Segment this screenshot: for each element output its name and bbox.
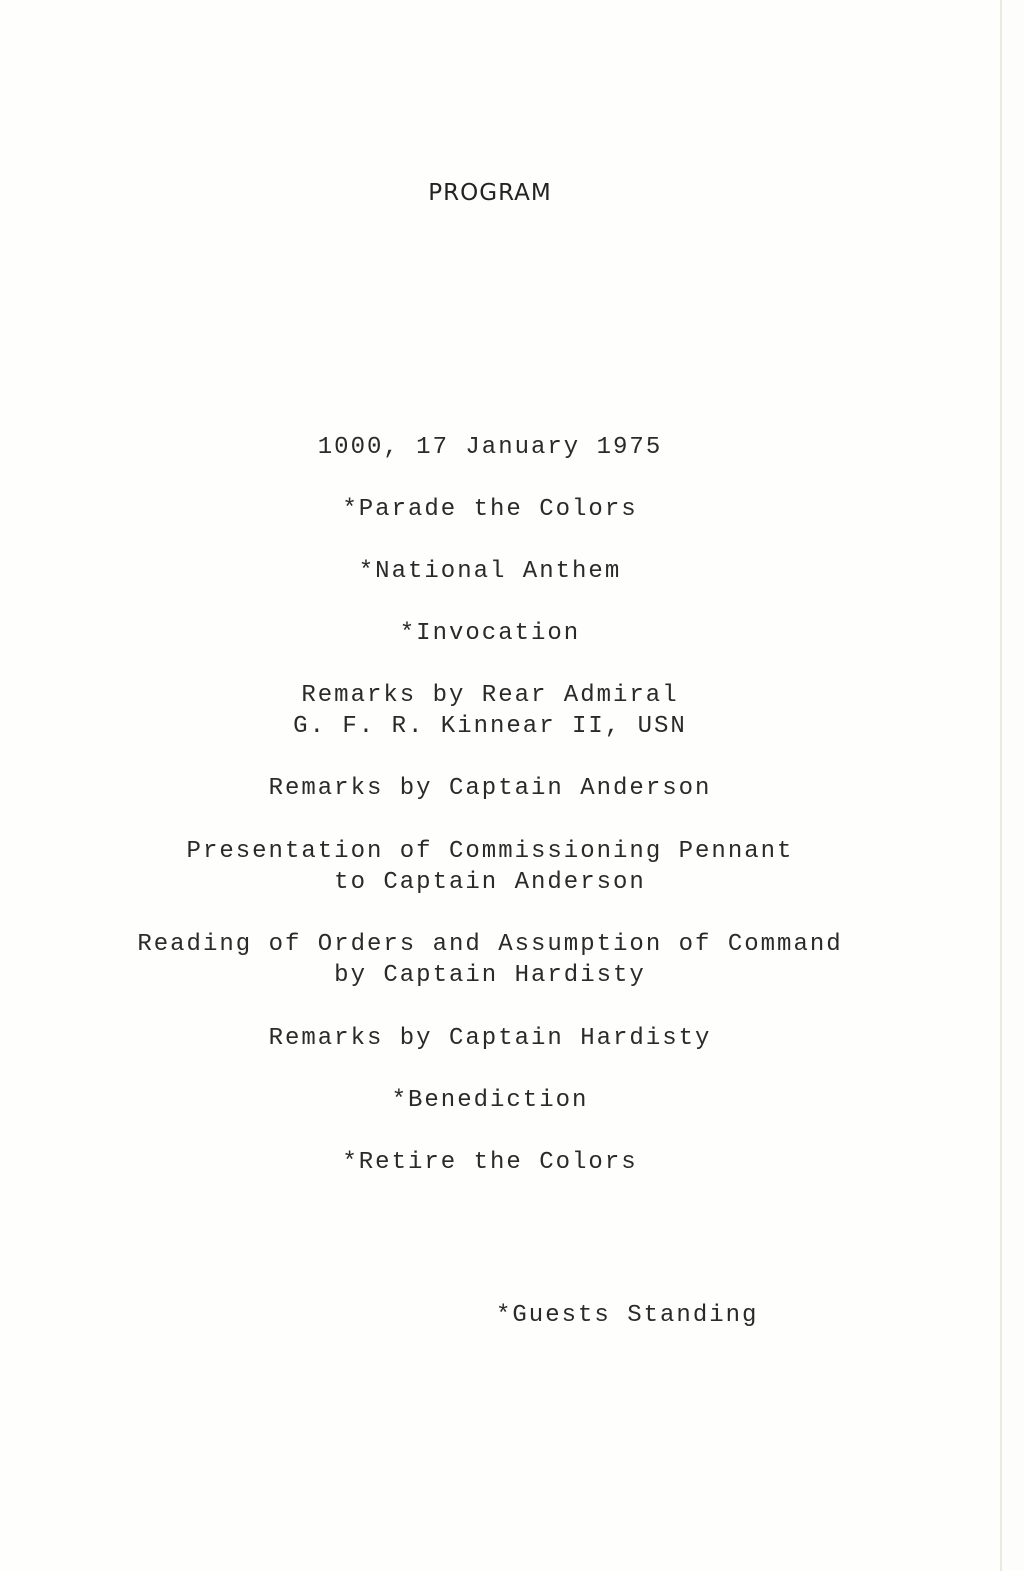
program-item-invocation: *Invocation: [399, 620, 581, 647]
program-item-pennant-recipient: to Captain Anderson: [334, 869, 646, 896]
footnote-guests-standing: *Guests Standing: [496, 1302, 759, 1329]
program-item-remarks-admiral: Remarks by Rear Admiral: [301, 682, 679, 709]
program-item-remarks-admiral-name: G. F. R. Kinnear II, USN: [293, 713, 687, 740]
program-item-reading-orders-by: by Captain Hardisty: [334, 962, 646, 989]
program-date: 1000, 17 January 1975: [317, 434, 663, 461]
program-item-parade-colors: *Parade the Colors: [342, 496, 638, 523]
program-item-benediction: *Benediction: [391, 1087, 589, 1114]
program-item-national-anthem: *National Anthem: [358, 558, 622, 585]
program-item-retire-colors: *Retire the Colors: [342, 1149, 638, 1176]
program-item-reading-orders: Reading of Orders and Assumption of Command: [137, 931, 843, 958]
program-item-remarks-hardisty: Remarks by Captain Hardisty: [268, 1025, 712, 1052]
page-title: PROGRAM: [428, 180, 552, 206]
program-item-pennant: Presentation of Commissioning Pennant: [186, 838, 794, 865]
program-item-remarks-anderson: Remarks by Captain Anderson: [268, 775, 712, 802]
